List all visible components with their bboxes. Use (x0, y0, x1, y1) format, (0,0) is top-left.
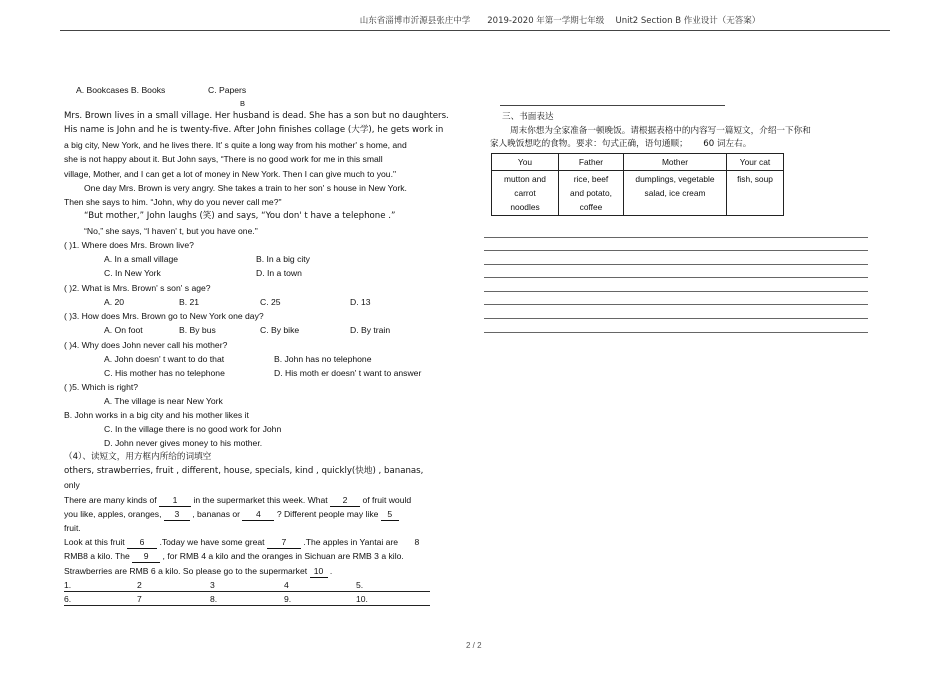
table-cell-you: mutton and carrot noodles (492, 171, 559, 216)
passage-line: “No,” she says, “I haven' t, but you have one." (84, 226, 258, 236)
cloze-blank[interactable]: 2 (330, 495, 360, 507)
answer-label: 1. (64, 580, 72, 590)
writing-prompt: 周末你想为全家准备一顿晚饭。请根据表格中的内容写一篇短文，介绍一下你和 (510, 126, 811, 136)
answer-mark: B (240, 99, 246, 108)
writing-line[interactable] (484, 332, 868, 333)
answer-label: 6. (64, 594, 72, 604)
word-box: only (64, 480, 80, 490)
writing-prompt: 家人晚饭想吃的食物。要求：句式正确，语句通顺； 60 词左右。 (490, 139, 752, 149)
question-option: B. In a big city (256, 254, 310, 264)
passage-line: a big city, New York, and he lives there. It' s quite a long way from his mother' s home, and (64, 140, 407, 150)
header-rule (60, 30, 890, 31)
table-cell-mother: dumplings, vegetable salad, ice cream (624, 171, 727, 216)
cloze-line: you like, apples, oranges, 3 , bananas or 4 ? Different people may like 5 (64, 509, 399, 521)
cloze-line: Look at this fruit 6 .Today we have some great 7 .The apples in Yantai are 8 (64, 537, 420, 547)
cloze-blank[interactable]: 9 (132, 551, 160, 563)
answer-label: 8. (210, 594, 218, 604)
question-option: B. By bus (179, 325, 216, 335)
option-c: C. Papers (208, 85, 247, 95)
answer-label: 4 (284, 580, 289, 590)
writing-line[interactable] (484, 304, 868, 305)
cloze-blank[interactable]: 10 (310, 566, 328, 578)
question-option: D. In a town (256, 268, 302, 278)
cloze-line: Strawberries are RMB 6 a kilo. So please go to the supermarket 10 . (64, 566, 333, 576)
question-stem: ( )5. Which is right? (64, 382, 139, 392)
cloze-line: RMB8 a kilo. The 9 , for RMB 4 a kilo and the oranges in Sichuan are RMB 3 a kilo. (64, 551, 404, 561)
question-option: A. The village is near New York (104, 396, 223, 406)
question-option: B. 21 (179, 297, 200, 307)
answer-label: 5. (356, 580, 364, 590)
table-cell-father: rice, beef and potato, coffee (559, 171, 624, 216)
question-option: D. His moth er doesn' t want to answer (274, 368, 422, 378)
passage-line: “But mother,” John laughs (笑) and says, “You don' t have a telephone .” (84, 211, 396, 221)
page-number: 2 / 2 (466, 641, 482, 650)
question-stem: ( )3. How does Mrs. Brown go to New York one day? (64, 311, 264, 321)
answer-label: 9. (284, 594, 292, 604)
writing-line[interactable] (484, 291, 868, 292)
passage-line: village, Mother, and I can get a lot of money in New York. Then I can give much to you." (64, 169, 397, 179)
question-option: C. In the village there is no good work for John (104, 424, 282, 434)
question-option: C. In New York (104, 268, 161, 278)
question-stem: ( )1. Where does Mrs. Brown live? (64, 240, 194, 250)
option-a-b: A. Bookcases B. Books (76, 85, 166, 95)
question-option: A. John doesn' t want to do that (104, 354, 225, 364)
cloze-blank[interactable]: 6 (127, 537, 157, 549)
answer-line[interactable] (64, 605, 430, 606)
question-option: D. John never gives money to his mother. (104, 438, 263, 448)
writing-line[interactable] (484, 277, 868, 278)
question-option: C. His mother has no telephone (104, 368, 225, 378)
passage-line: Then she says to him. “John, why do you never call me?" (64, 197, 282, 207)
table-cell-cat: fish, soup (727, 171, 784, 216)
cloze-line: There are many kinds of 1 in the supermarket this week. What 2 of fruit would (64, 495, 412, 505)
answer-label: 10. (356, 594, 368, 604)
question-option: B. John has no telephone (274, 354, 372, 364)
writing-line[interactable] (484, 264, 868, 265)
question-stem: ( )4. Why does John never call his mother? (64, 340, 228, 350)
table-header-father: Father (559, 154, 624, 171)
question-option: A. In a small village (104, 254, 179, 264)
answer-label: 2 (137, 580, 142, 590)
cloze-blank[interactable]: 1 (159, 495, 191, 507)
question-option: A. 20 (104, 297, 125, 307)
answer-line[interactable] (64, 591, 430, 592)
question-option: C. 25 (260, 297, 281, 307)
word-box: others, strawberries, fruit , different, house, specials, kind , quickly(快地) , bananas, (64, 466, 424, 476)
writing-heading: 三、书面表达 (502, 112, 554, 122)
page-header: 山东省淄博市沂源县张庄中学 2019-2020 年第一学期七年级 Unit2 Section B 作业设计（无答案） (359, 16, 761, 26)
cloze-blank[interactable]: 5 (381, 509, 399, 521)
question-option: A. On foot (104, 325, 143, 335)
cloze-blank[interactable]: 3 (164, 509, 190, 521)
cloze-heading: （4）、读短文，用方框内所给的词填空 (64, 452, 212, 462)
passage-line: His name is John and he is twenty-five. After John finishes collage (大学), he gets work in (64, 125, 444, 135)
question-option: C. By bike (260, 325, 300, 335)
passage-line: Mrs. Brown lives in a small village. Her husband is dead. She has a son but no daughters. (64, 111, 449, 121)
writing-line[interactable] (484, 237, 868, 238)
question-option: D. 13 (350, 297, 371, 307)
writing-line[interactable] (484, 318, 868, 319)
question-stem: ( )2. What is Mrs. Brown' s son' s age? (64, 283, 211, 293)
writing-line[interactable] (484, 250, 868, 251)
cloze-line: fruit. (64, 523, 81, 533)
top-rule (500, 105, 725, 106)
answer-label: 7 (137, 594, 142, 604)
food-table (491, 153, 784, 216)
passage-line: she is not happy about it. But John says, “There is no good work for me in this small (64, 154, 383, 164)
table-header-you: You (492, 154, 559, 171)
cloze-blank[interactable]: 7 (267, 537, 301, 549)
question-option: D. By train (350, 325, 391, 335)
cloze-blank[interactable]: 4 (242, 509, 274, 521)
answer-label: 3 (210, 580, 215, 590)
passage-line: One day Mrs. Brown is very angry. She takes a train to her son' s house in New York. (84, 183, 407, 193)
table-header-mother: Mother (624, 154, 727, 171)
table-header-cat: Your cat (727, 154, 784, 171)
question-option: B. John works in a big city and his mother likes it (64, 410, 249, 420)
